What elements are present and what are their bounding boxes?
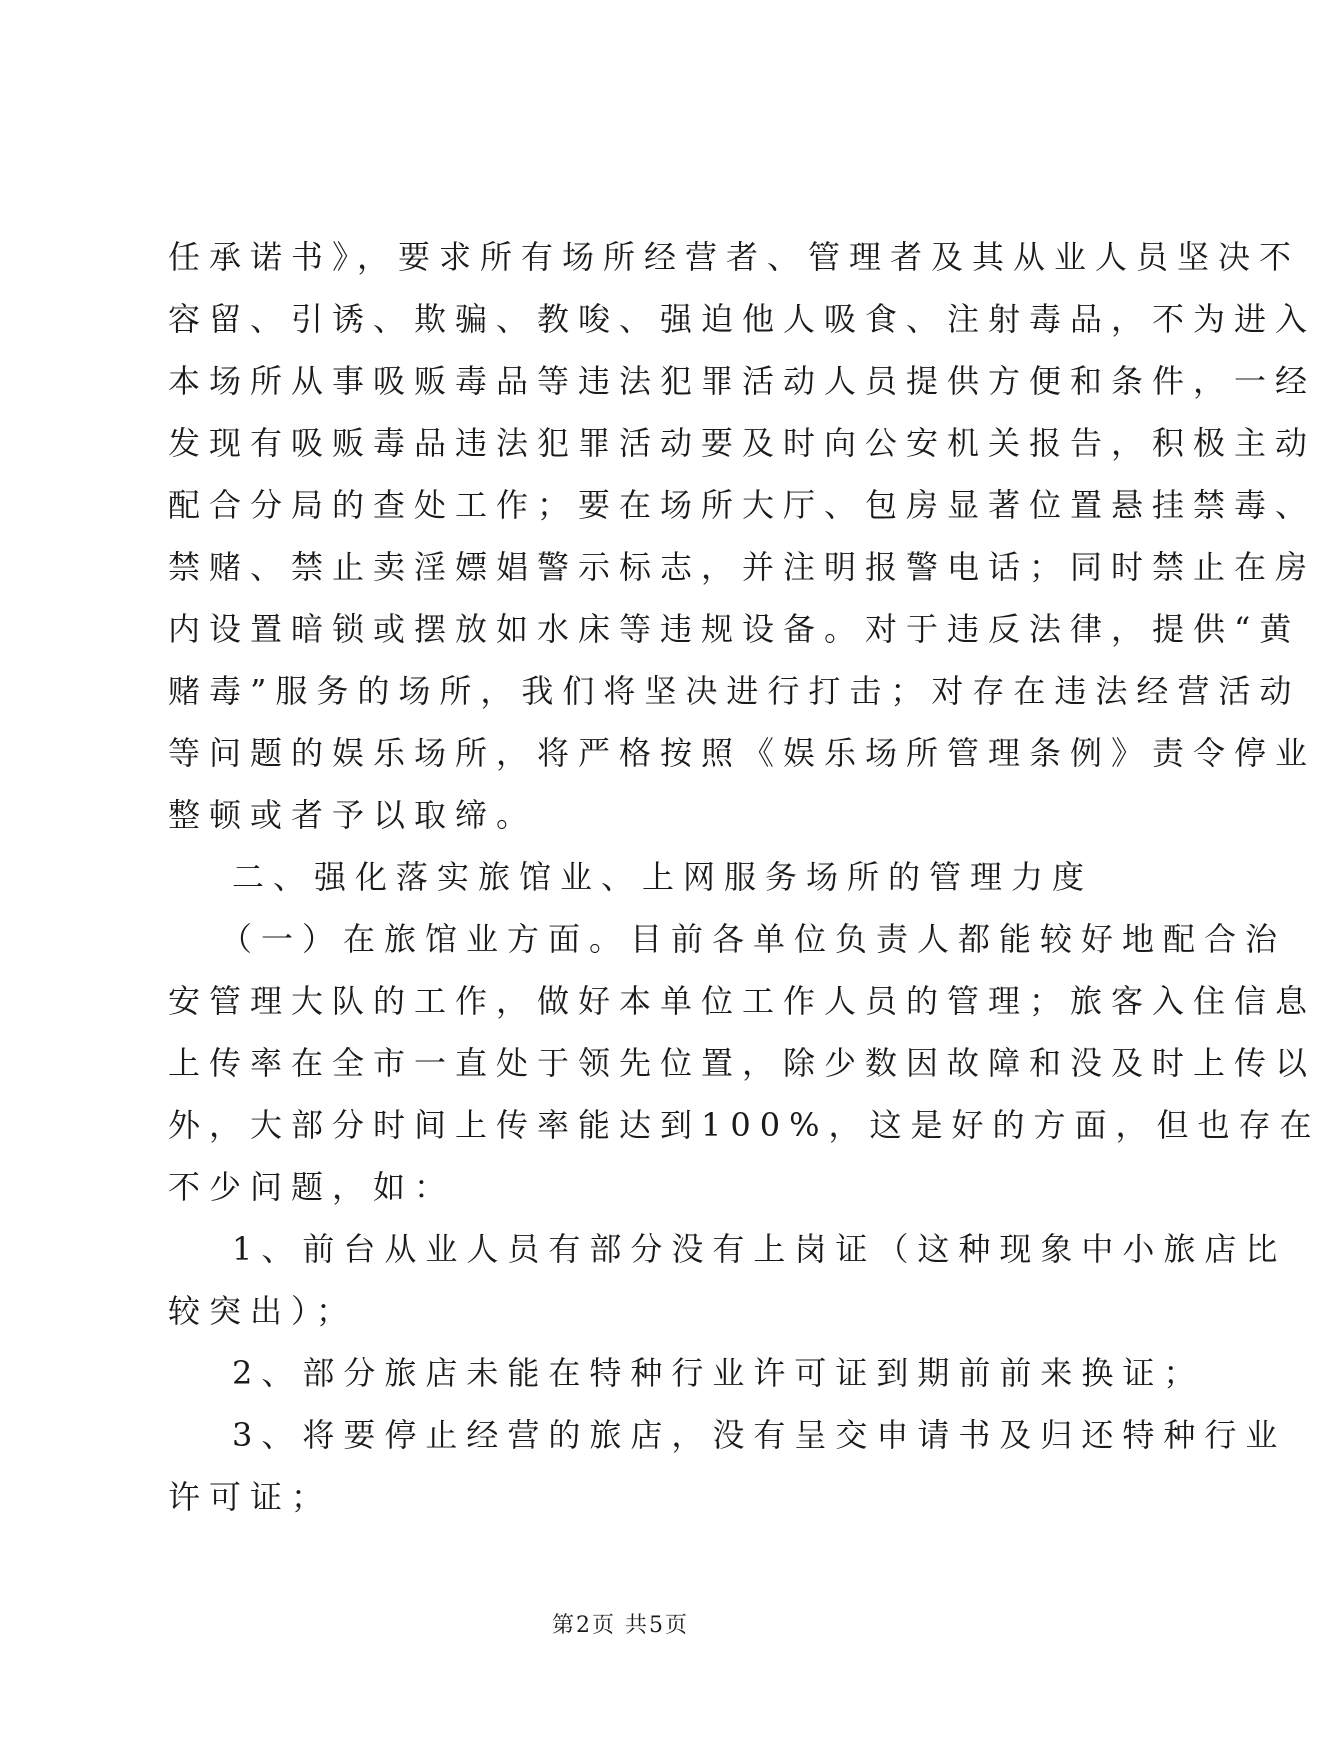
text-line: 许可证； — [168, 1478, 333, 1516]
page-footer: 第2页 共5页 — [552, 1613, 689, 1638]
text-line: 禁赌、禁止卖淫嫖娼警示标志，并注明报警电话；同时禁止在房 — [168, 548, 1317, 586]
text-line: 容留、引诱、欺骗、教唆、强迫他人吸食、注射毒品，不为进入 — [168, 300, 1317, 338]
text-line: 赌毒”服务的场所，我们将坚决进行打击；对存在违法经营活动 — [168, 672, 1301, 710]
text-line: 上传率在全市一直处于领先位置，除少数因故障和没及时上传以 — [168, 1044, 1317, 1082]
text-line: 本场所从事吸贩毒品等违法犯罪活动人员提供方便和条件，一经 — [168, 362, 1317, 400]
section-heading: 二、强化落实旅馆业、上网服务场所的管理力度 — [232, 858, 1094, 896]
text-line: 较突出）； — [168, 1292, 358, 1330]
text-line: 内设置暗锁或摆放如水床等违规设备。对于违反法律，提供“黄 — [168, 610, 1301, 648]
text-line: 发现有吸贩毒品违法犯罪活动要及时向公安机关报告，积极主动 — [168, 424, 1317, 462]
text-line: 外，大部分时间上传率能达到100%，这是好的方面，但也存在 — [168, 1106, 1321, 1144]
text-line: 任承诺书》，要求所有场所经营者、管理者及其从业人员坚决不 — [168, 238, 1301, 276]
text-line: 安管理大队的工作，做好本单位工作人员的管理；旅客入住信息 — [168, 982, 1317, 1020]
text-line: （一）在旅馆业方面。目前各单位负责人都能较好地配合治 — [220, 920, 1287, 958]
list-item: 2、部分旅店未能在特种行业许可证到期前前来换证； — [232, 1354, 1205, 1392]
text-line: 不少问题，如： — [168, 1168, 456, 1206]
list-item: 3、将要停止经营的旅店，没有呈交申请书及归还特种行业 — [232, 1416, 1287, 1454]
list-item: 1、前台从业人员有部分没有上岗证（这种现象中小旅店比 — [232, 1230, 1287, 1268]
text-line: 整顿或者予以取缔。 — [168, 796, 538, 834]
document-body — [168, 226, 1321, 1528]
text-line: 配合分局的查处工作；要在场所大厅、包房显著位置悬挂禁毒、 — [168, 486, 1317, 524]
text-line: 等问题的娱乐场所，将严格按照《娱乐场所管理条例》责令停业 — [168, 734, 1317, 772]
